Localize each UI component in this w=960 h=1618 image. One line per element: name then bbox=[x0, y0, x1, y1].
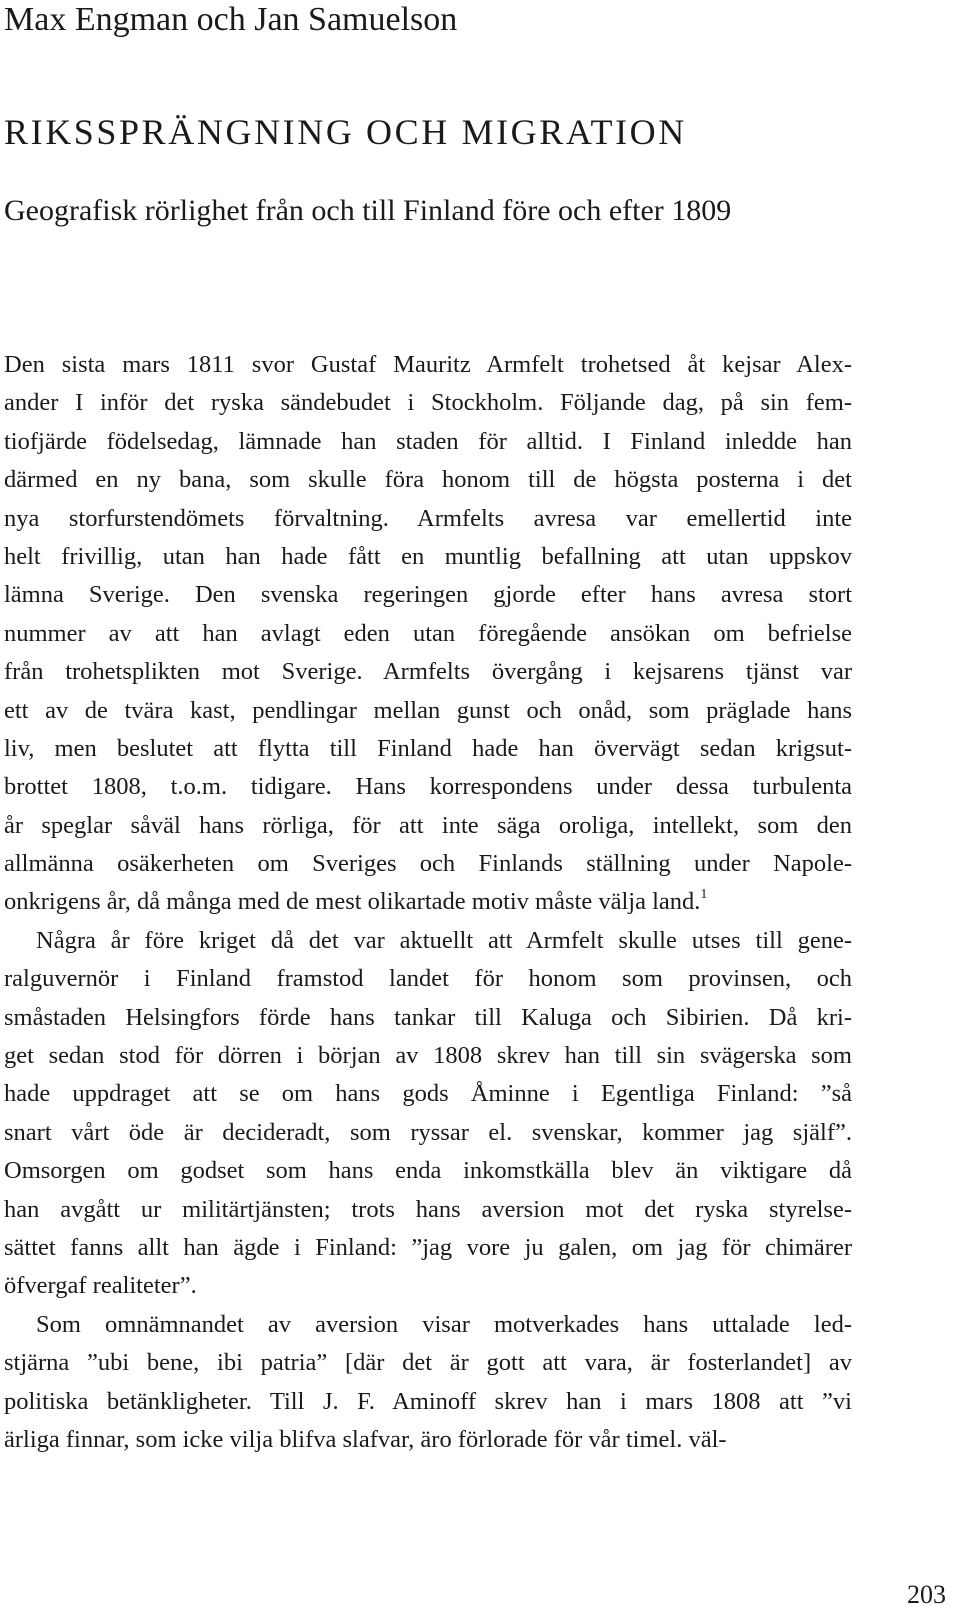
text-line bbox=[4, 1152, 852, 1190]
line-text: från trohetsplikten mot Sverige. Armfelts övergång i kejsarens tjänst var bbox=[4, 658, 852, 686]
line-text: helt frivillig, utan han hade fått en muntlig befallning att utan uppskov bbox=[4, 542, 852, 570]
text-line bbox=[4, 1075, 852, 1113]
text-line bbox=[4, 1421, 852, 1459]
line-text: onkrigens år, då många med de mest olikartade motiv måste välja land. bbox=[4, 888, 701, 916]
line-text: han avgått ur militärtjänsten; trots hans aversion mot det ryska styrelse- bbox=[4, 1195, 852, 1223]
line-text: öfvergaf realiteter”. bbox=[4, 1272, 197, 1300]
footnote-reference[interactable]: 1 bbox=[700, 887, 708, 903]
line-text: ander I inför det ryska sändebudet i Stockholm. Följande dag, på sin fem- bbox=[4, 389, 852, 417]
text-line bbox=[4, 461, 852, 499]
line-text: ralguvernör i Finland framstod landet för honom som provinsen, och bbox=[4, 965, 852, 993]
line-text: småstaden Helsingfors förde hans tankar till Kaluga och Sibirien. Då kri- bbox=[4, 1003, 852, 1031]
text-line bbox=[4, 1114, 852, 1152]
line-text: nya storfurstendömets förvaltning. Armfelts avresa var emellertid inte bbox=[4, 504, 852, 532]
line-text: ärliga finnar, som icke vilja blifva slafvar, äro förlorade för vår timel. väl- bbox=[4, 1425, 727, 1453]
text-line bbox=[4, 576, 852, 614]
text-line bbox=[4, 384, 852, 422]
line-text: hade uppdraget att se om hans gods Åminne i Egentliga Finland: ”så bbox=[4, 1080, 852, 1108]
text-line bbox=[4, 653, 852, 691]
line-text: ett av de tvära kast, pendlingar mellan gunst och onåd, som präglade hans bbox=[4, 696, 852, 724]
paragraph bbox=[4, 922, 852, 1306]
text-line bbox=[4, 730, 852, 768]
text-line bbox=[4, 1306, 852, 1344]
line-text: därmed en ny bana, som skulle föra honom till de högsta posterna i det bbox=[4, 466, 852, 494]
line-text: Omsorgen om godset som hans enda inkomstkälla blev än viktigare då bbox=[4, 1157, 852, 1185]
text-line bbox=[4, 1229, 852, 1267]
text-line bbox=[4, 538, 852, 576]
body-text bbox=[4, 346, 852, 1459]
paragraph bbox=[4, 1306, 852, 1460]
line-text: sättet fanns allt han ägde i Finland: ”jag vore ju galen, om jag för chimärer bbox=[4, 1233, 852, 1261]
line-text: politiska betänkligheter. Till J. F. Aminoff skrev han i mars 1808 att ”vi bbox=[4, 1387, 852, 1415]
text-line bbox=[4, 500, 852, 538]
text-line bbox=[4, 807, 852, 845]
line-text: stjärna ”ubi bene, ibi patria” [där det är gott att vara, är fosterlandet] av bbox=[4, 1349, 852, 1377]
text-line bbox=[4, 1267, 852, 1305]
text-line bbox=[4, 1383, 852, 1421]
text-line bbox=[4, 346, 852, 384]
text-line bbox=[4, 922, 852, 960]
text-line bbox=[4, 845, 852, 883]
text-line bbox=[4, 768, 852, 806]
chapter-subtitle: Geografisk rörlighet från och till Finland före och efter 1809 bbox=[4, 194, 732, 227]
text-line bbox=[4, 692, 852, 730]
text-line bbox=[4, 1191, 852, 1229]
chapter-title: RIKSSPRÄNGNING OCH MIGRATION bbox=[4, 112, 687, 152]
line-text: Några år före kriget då det var aktuellt att Armfelt skulle utses till gene- bbox=[36, 926, 852, 954]
paragraph bbox=[4, 346, 852, 922]
line-text: snart vårt öde är decideradt, som ryssar el. svenskar, kommer jag själf”. bbox=[4, 1118, 852, 1146]
line-text: tiofjärde födelsedag, lämnade han staden för alltid. I Finland inledde han bbox=[4, 427, 852, 455]
authors: Max Engman och Jan Samuelson bbox=[4, 1, 458, 38]
line-text: liv, men beslutet att flytta till Finland hade han övervägt sedan krigsut- bbox=[4, 734, 852, 762]
text-line bbox=[4, 423, 852, 461]
line-text: Den sista mars 1811 svor Gustaf Mauritz Armfelt trohetsed åt kejsar Alex- bbox=[4, 351, 852, 378]
line-text: lämna Sverige. Den svenska regeringen gjorde efter hans avresa stort bbox=[4, 581, 852, 609]
line-text: Som omnämnandet av aversion visar motverkades hans uttalade led- bbox=[36, 1310, 852, 1338]
text-line bbox=[4, 1037, 852, 1075]
text-line bbox=[4, 615, 852, 653]
line-text: get sedan stod för dörren i början av 1808 skrev han till sin svägerska som bbox=[4, 1042, 852, 1070]
line-text: nummer av att han avlagt eden utan föregående ansökan om befrielse bbox=[4, 619, 852, 647]
text-line bbox=[4, 960, 852, 998]
text-line bbox=[4, 999, 852, 1037]
line-text: brottet 1808, t.o.m. tidigare. Hans korrespondens under dessa turbulenta bbox=[4, 773, 852, 801]
line-text: år speglar såväl hans rörliga, för att inte säga oroliga, intellekt, som den bbox=[4, 811, 852, 839]
line-text: allmänna osäkerheten om Sveriges och Finlands ställning under Napole- bbox=[4, 850, 852, 878]
page-number: 203 bbox=[907, 1580, 946, 1609]
text-line bbox=[4, 1344, 852, 1382]
text-line bbox=[4, 883, 852, 921]
